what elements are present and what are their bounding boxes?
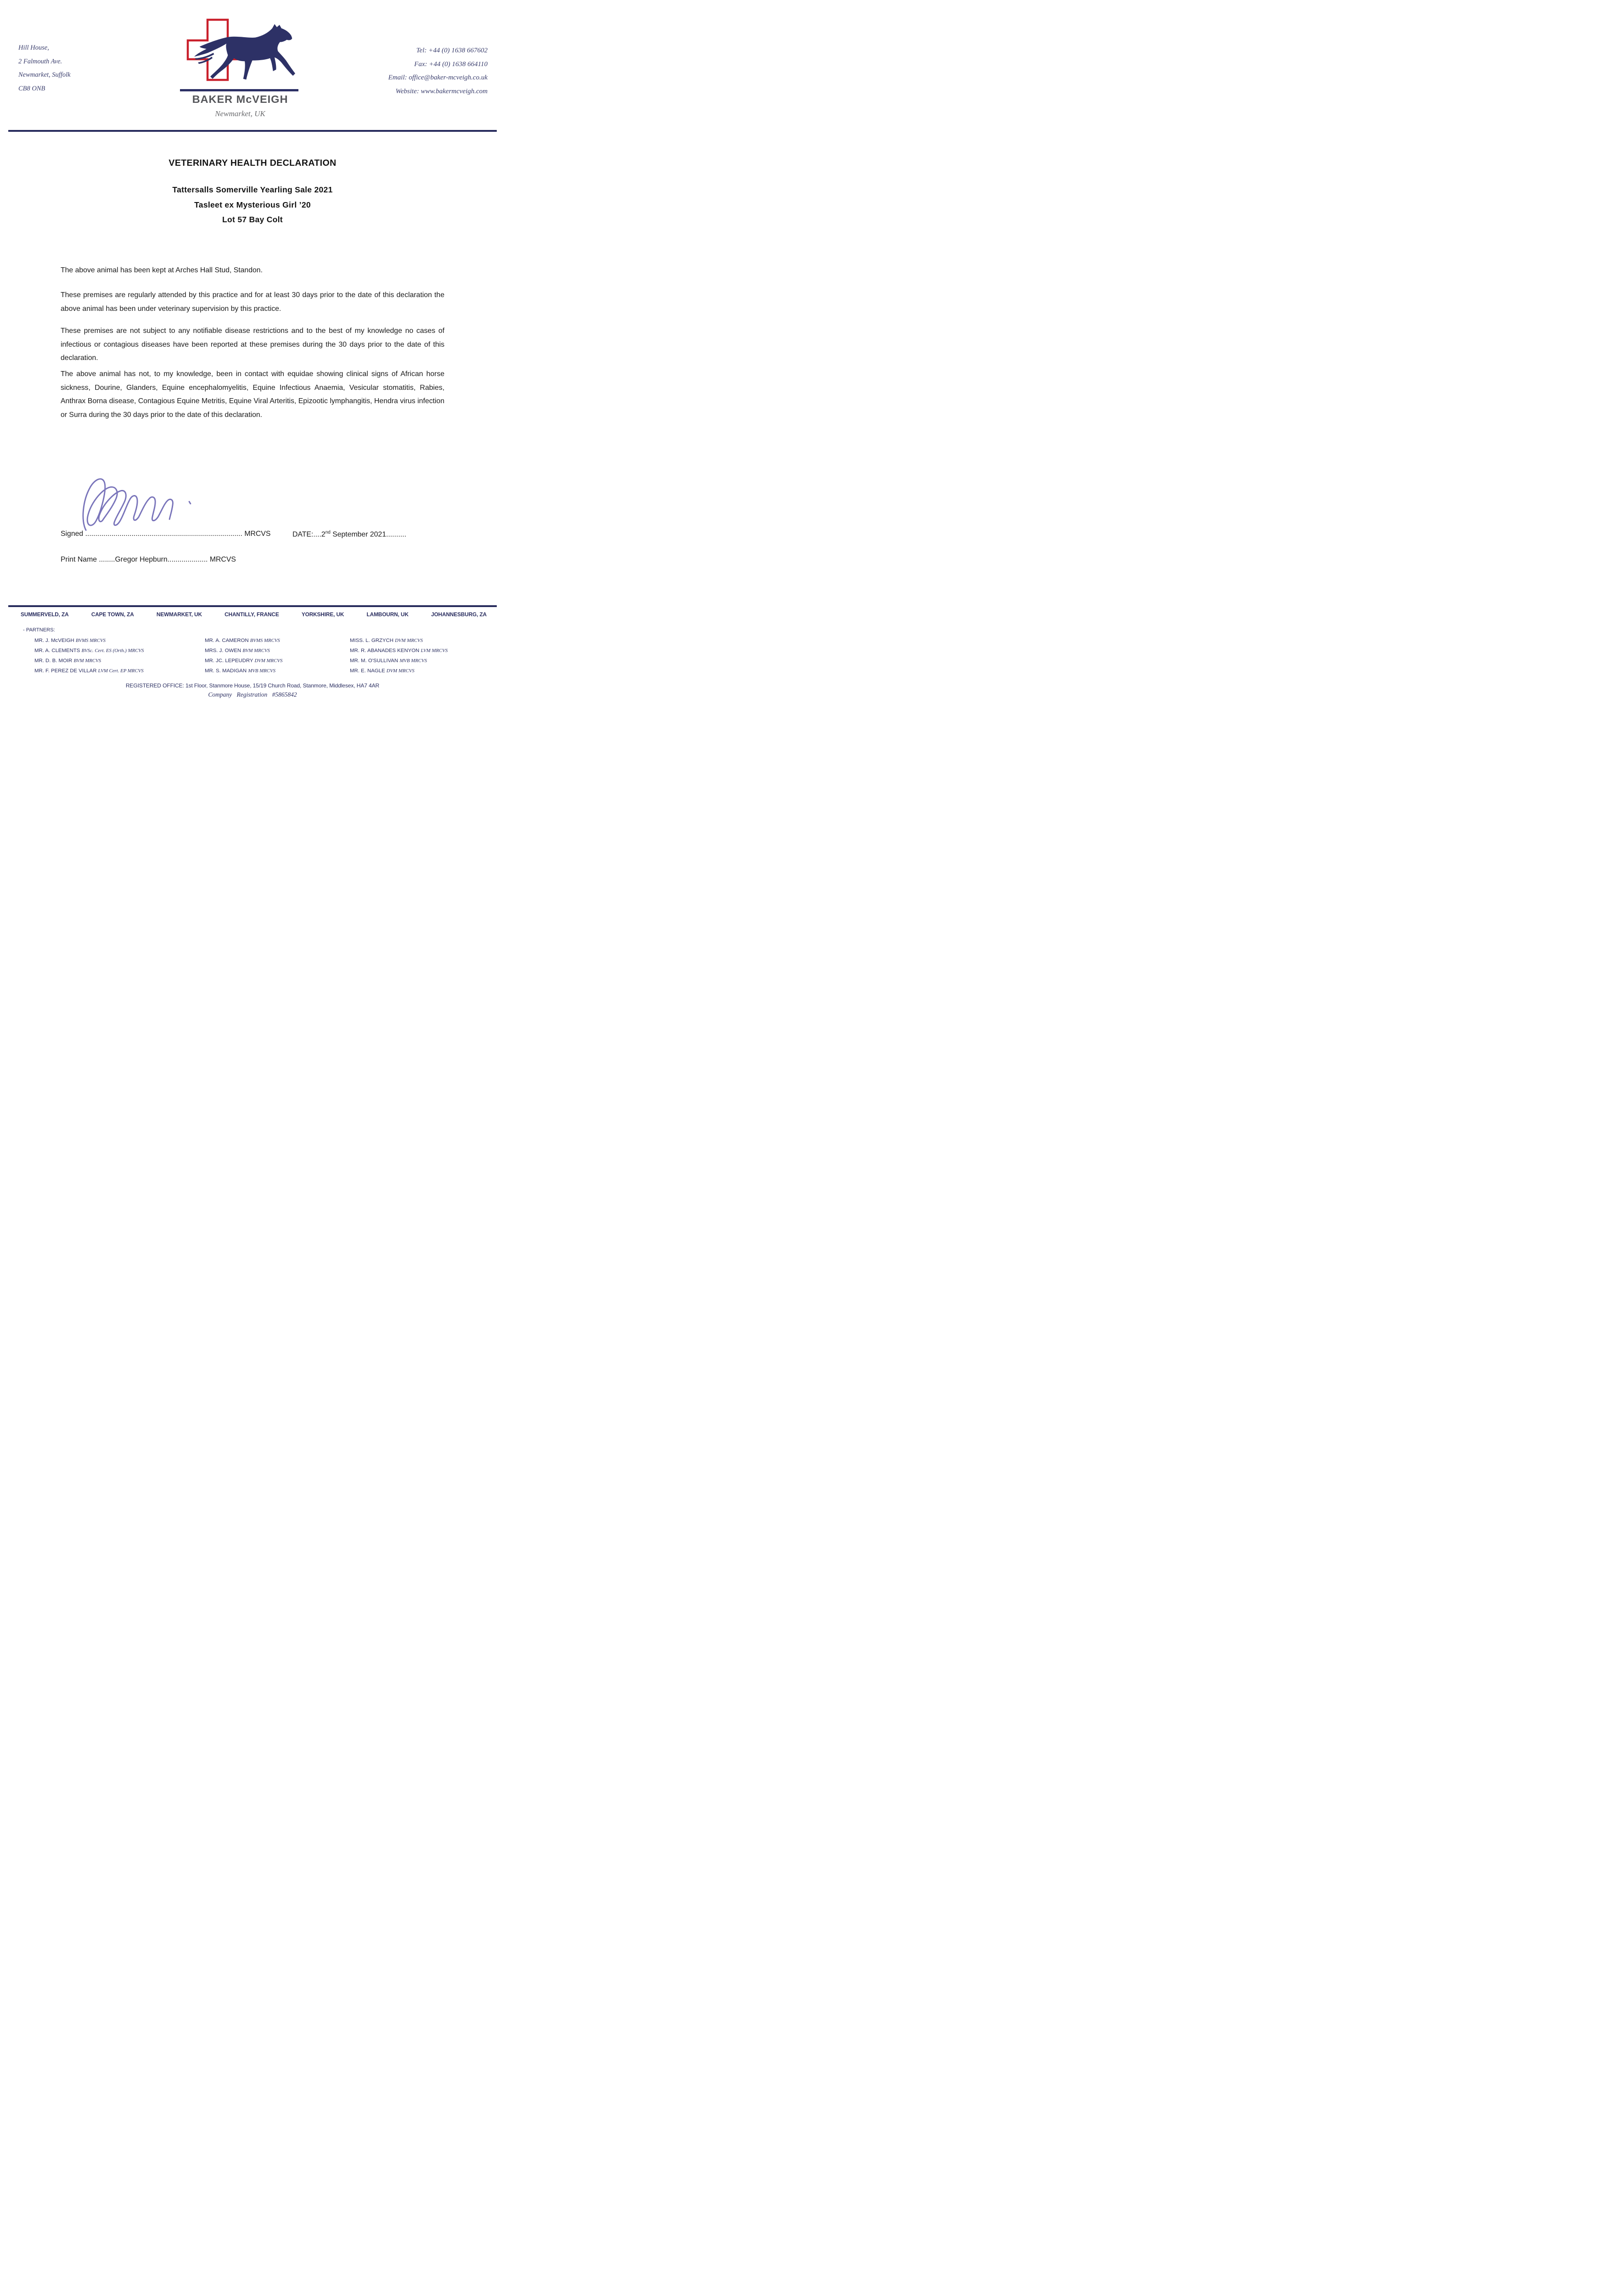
partner-qualifications: DVM MRCVS <box>254 658 283 664</box>
partner-qualifications: BVMS MRCVS <box>250 638 280 643</box>
partner-entry <box>205 646 347 656</box>
partner-name: MR. A. CLEMENTS <box>34 648 80 653</box>
sale-subtitle <box>0 182 505 227</box>
print-name-mrcvs-suffix: MRCVS <box>208 556 236 563</box>
practice-contact-info <box>388 44 488 98</box>
address-line: CB8 ONB <box>18 84 45 92</box>
partner-entry <box>34 646 200 656</box>
print-name-label: Print Name <box>61 556 97 563</box>
partner-qualifications: MVB MRCVS <box>399 658 427 664</box>
address-line: Hill House, <box>18 44 49 51</box>
partner-name: MR. J. McVEIGH <box>34 638 74 643</box>
partner-name: MRS. J. OWEN <box>205 648 241 653</box>
registered-office-line: REGISTERED OFFICE: 1st Floor, Stanmore House, 15/19 Church Road, Stanmore, Middlesex, HA7 4AR <box>125 682 380 689</box>
logo-underline <box>180 89 298 91</box>
partner-name: MR. E. NAGLE <box>350 668 385 674</box>
partner-name: MR. M. O'SULLIVAN <box>350 658 399 664</box>
partner-name: MR. D. B. MOIR <box>34 658 73 664</box>
partner-name: MR. R. ABANADES KENYON <box>350 648 420 653</box>
partner-qualifications: DVM MRCVS <box>395 638 423 643</box>
address-line: 2 Falmouth Ave. <box>18 57 62 65</box>
date-line <box>292 530 406 539</box>
partner-name: MISS. L. GRZYCH <box>350 638 393 643</box>
page-title: VETERINARY HEALTH DECLARATION <box>168 158 337 168</box>
partner-entry <box>350 656 501 666</box>
declaration-paragraph: The above animal has not, to my knowledge, been in contact with equidae showing clinical signs of African horse sickness, Dourine, Glanders, Equine encephalomyelitis, Equine Infectious Anaemia, Vesicular stomatitis, Rabies, Anthrax Borna disease, Contagious Equine Metritis, Equine Viral Arteritis, Epizootic lymphangitis, Hendra virus infection or Surra during the 30 days prior to the date of this declaration. <box>61 370 444 419</box>
partner-qualifications: BVSc. Cert. ES (Orth.) MRCVS <box>81 648 144 653</box>
location-item: LAMBOURN, UK <box>366 611 409 618</box>
location-item: NEWMARKET, UK <box>156 611 202 618</box>
partner-qualifications: BVMS MRCVS <box>75 638 106 643</box>
galloping-horse-icon <box>189 23 305 92</box>
declaration-paragraph: These premises are not subject to any notifiable disease restrictions and to the best of my knowledge no cases of infectious or contagious diseases have been reported at these premises during the 30 days prior to the date of this declaration. <box>61 327 444 362</box>
declaration-paragraph: The above animal has been kept at Arches Hall Stud, Standon. <box>61 266 263 274</box>
veterinary-health-declaration-document <box>0 0 505 715</box>
location-item: JOHANNESBURG, ZA <box>431 611 487 618</box>
print-name-value: ........Gregor Hepburn.................... <box>97 556 208 563</box>
signed-mrcvs-suffix: MRCVS <box>242 530 271 538</box>
partner-qualifications: BVM MRCVS <box>73 658 101 664</box>
partner-entry <box>205 636 347 646</box>
date-value-suffix: September 2021.......... <box>330 530 406 539</box>
declaration-paragraph: These premises are regularly attended by this practice and for at least 30 days prior to the date of this declaration the above animal has been under veterinary supervision by this practice. <box>61 291 444 313</box>
signed-label: Signed <box>61 530 84 538</box>
partner-qualifications: LVM Cert. EP MRCVS <box>98 668 144 674</box>
partner-name: MR. F. PEREZ DE VILLAR <box>34 668 97 674</box>
partners-column <box>350 636 501 676</box>
partner-name: MR. A. CAMERON <box>205 638 249 643</box>
signature-ink <box>73 474 229 533</box>
address-line: Newmarket, Suffolk <box>18 71 71 79</box>
lot-description: Lot 57 Bay Colt <box>222 215 283 224</box>
website-line: Website: www.bakermcveigh.com <box>395 87 488 95</box>
partners-column <box>34 636 200 676</box>
header-divider <box>8 130 497 132</box>
date-ordinal-superscript: nd <box>325 530 331 535</box>
date-value-prefix: DATE:....2 <box>292 530 326 539</box>
partner-entry <box>205 666 347 676</box>
partner-name: MR. S. MADIGAN <box>205 668 247 674</box>
signed-line <box>61 530 299 538</box>
tel-line: Tel: +44 (0) 1638 667602 <box>416 47 488 54</box>
fax-line: Fax: +44 (0) 1638 664110 <box>414 60 488 68</box>
partner-qualifications: BVM MRCVS <box>242 648 270 653</box>
partner-entry <box>350 666 501 676</box>
partner-name: MR. JC. LEPEUDRY <box>205 658 253 664</box>
location-item: CAPE TOWN, ZA <box>91 611 134 618</box>
brand-location: Newmarket, UK <box>215 109 265 118</box>
company-registration-line: Company Registration #5865842 <box>208 691 297 698</box>
footer-divider <box>8 605 497 607</box>
partner-entry <box>34 656 200 666</box>
partner-entry <box>205 656 347 666</box>
partner-qualifications: LVM MRCVS <box>421 648 448 653</box>
partner-entry <box>350 646 501 656</box>
partner-entry <box>350 636 501 646</box>
signed-dotted-rule: .............................................................................. <box>85 530 242 538</box>
practice-locations <box>21 611 487 618</box>
partner-entry <box>34 666 200 676</box>
partner-qualifications: DVM MRCVS <box>386 668 415 674</box>
partner-qualifications: MVB MRCVS <box>248 668 275 674</box>
partner-entry <box>34 636 200 646</box>
sale-name: Tattersalls Somerville Yearling Sale 2021 <box>172 185 333 194</box>
partners-column <box>205 636 347 676</box>
location-item: YORKSHIRE, UK <box>301 611 344 618</box>
brand-name: BAKER McVEIGH <box>192 93 288 105</box>
location-item: SUMMERVELD, ZA <box>21 611 69 618</box>
partners-heading: - PARTNERS: <box>23 627 55 633</box>
practice-address <box>18 41 71 96</box>
email-line: Email: office@baker-mcveigh.co.uk <box>388 74 488 81</box>
location-item: CHANTILLY, FRANCE <box>225 611 279 618</box>
horse-pedigree: Tasleet ex Mysterious Girl ’20 <box>194 200 311 209</box>
print-name-line <box>61 556 236 564</box>
